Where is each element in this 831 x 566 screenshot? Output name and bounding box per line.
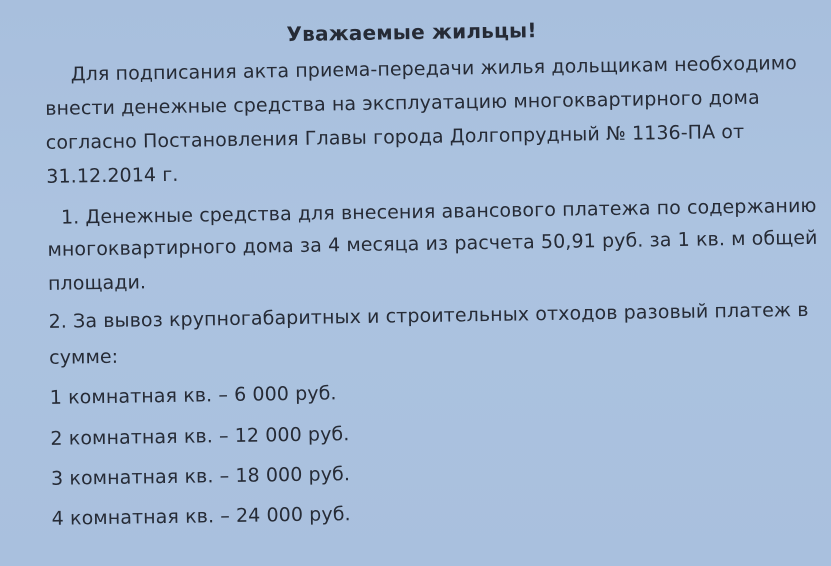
- item1-line-3: площади.: [47, 271, 147, 295]
- intro-line-2: внести денежные средства на эксплуатацию многоквартирного дома: [45, 86, 760, 120]
- item2-line-2: сумме:: [49, 345, 119, 369]
- item1-line-1: 1. Денежные средства для внесения авансового платежа по содержанию: [60, 194, 817, 229]
- intro-line-1: Для подписания акта приема-передачи жилья дольщикам необходимо: [70, 52, 798, 86]
- item1-line-2: многоквартирного дома за 4 месяца из расчета 50,91 руб. за 1 кв. м общей: [47, 226, 818, 261]
- price-2-room: 2 комнатная кв. – 12 000 руб.: [50, 423, 350, 450]
- item2-line-1: 2. За вывоз крупногабаритных и строительных отходов разовый платеж в: [48, 298, 809, 333]
- intro-line-3: согласно Постановления Главы города Долгопрудный № 1136-ПА от: [45, 120, 745, 154]
- notice-title: Уважаемые жильцы!: [286, 18, 537, 47]
- price-1-room: 1 комнатная кв. – 6 000 руб.: [49, 382, 337, 409]
- intro-line-4: 31.12.2014 г.: [46, 163, 179, 188]
- price-3-room: 3 комнатная кв. – 18 000 руб.: [50, 463, 351, 490]
- price-4-room: 4 комнатная кв. – 24 000 руб.: [51, 503, 351, 530]
